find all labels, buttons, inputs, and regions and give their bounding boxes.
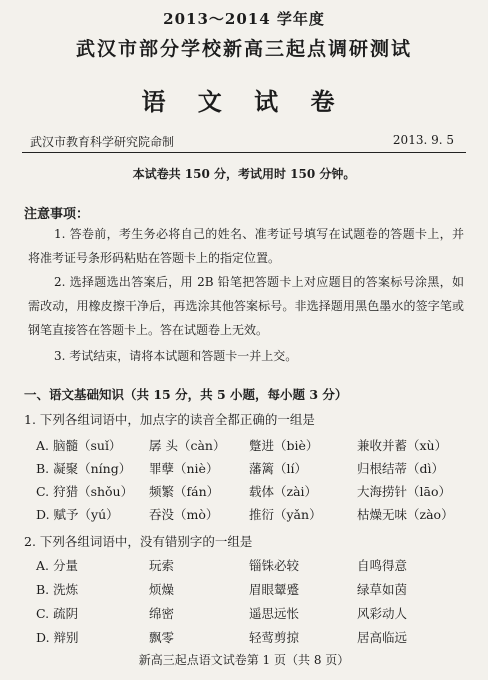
option-cell: 飘零: [149, 630, 175, 645]
q1-option-a: [36, 436, 466, 458]
question-1-stem: 1. 下列各组词语中，加点字的读音全都正确的一组是: [24, 412, 315, 427]
option-cell: 眉眼颦蹙: [249, 582, 300, 597]
header-divider: [22, 152, 466, 153]
option-cell: 兼收并蓄（xù）: [357, 438, 448, 453]
option-cell: 轻莺剪掠: [249, 630, 300, 645]
option-cell: 锱铢必较: [249, 558, 300, 573]
option-cell: D. 赋予（yú）: [36, 507, 119, 522]
option-cell: 吞没（mò）: [149, 507, 219, 522]
q2-option-c: [36, 604, 466, 626]
option-cell: 绿草如茵: [357, 582, 408, 597]
question-2-stem: 2. 下列各组词语中，没有错别字的一组是: [24, 534, 253, 549]
page-footer: 新高三起点语文试卷第 1 页（共 8 页）: [138, 653, 350, 667]
option-cell: 藩篱（lí）: [249, 461, 307, 476]
q2-option-d: [36, 628, 466, 650]
q1-option-b: [36, 459, 466, 481]
option-cell: B. 洗炼: [36, 582, 79, 597]
q1-option-c: [36, 482, 466, 504]
option-cell: 蹩进（biè）: [249, 438, 319, 453]
note-item-1: 1. 答卷前，考生务必将自己的姓名、准考证号填写在试题卷的答题卡上，并将准考证号条形码粘贴在答题卡上的指定位置。: [28, 227, 464, 265]
option-cell: 风彩动人: [357, 606, 408, 621]
option-cell: 孱 头（càn）: [149, 438, 226, 453]
option-cell: 烦燥: [149, 582, 175, 597]
exam-date: 2013. 9. 5: [392, 133, 454, 147]
academic-year: 2013～2014 学年度: [163, 10, 325, 28]
option-cell: 遥思远怅: [249, 606, 300, 621]
section-heading: 一、语文基础知识（共 15 分，共 5 小题，每小题 3 分）: [24, 387, 348, 402]
option-cell: 罪孽（niè）: [149, 461, 219, 476]
q2-option-a: [36, 556, 466, 578]
note-item-2: 2. 选择题选出答案后，用 2B 铅笔把答题卡上对应题目的答案标号涂黑，如需改动，用橡皮擦干净后，再选涂其他答案标号。非选择题用黑色墨水的签字笔或钢笔直接答在答题卡上。答在试题卷上无效。: [28, 275, 464, 337]
option-cell: B. 凝聚（níng）: [36, 461, 132, 476]
option-cell: D. 辩别: [36, 630, 79, 645]
option-cell: 频繁（fán）: [149, 484, 220, 499]
q2-option-b: [36, 580, 466, 602]
note-item-3: 3. 考试结束，请将本试题和答题卡一并上交。: [54, 349, 298, 363]
option-cell: 自鸣得意: [357, 558, 408, 573]
option-cell: 居高临远: [357, 630, 408, 645]
subject-title: 语 文 试 卷: [141, 87, 347, 116]
option-cell: 载体（zài）: [249, 484, 318, 499]
option-cell: 大海捞针（lāo）: [357, 484, 451, 499]
option-cell: A. 分量: [36, 558, 78, 573]
option-cell: 玩索: [149, 558, 175, 573]
option-cell: 推衍（yǎn）: [249, 507, 322, 522]
option-cell: 枯燥无味（zào）: [357, 507, 454, 522]
option-cell: 归根结蒂（dì）: [357, 461, 444, 476]
q1-option-d: [36, 505, 466, 527]
option-cell: C. 狩猎（shǒu）: [36, 484, 134, 499]
option-cell: C. 疏阴: [36, 606, 79, 621]
exam-title: 武汉市部分学校新高三起点调研测试: [75, 38, 412, 60]
score-line: 本试卷共 150 分，考试用时 150 分钟。: [132, 167, 356, 181]
option-cell: 绵密: [149, 606, 175, 621]
issuer-text: 武汉市教育科学研究院命制: [30, 135, 175, 149]
notes-heading: 注意事项：: [24, 207, 90, 222]
option-cell: A. 脑髓（suǐ）: [36, 438, 122, 453]
